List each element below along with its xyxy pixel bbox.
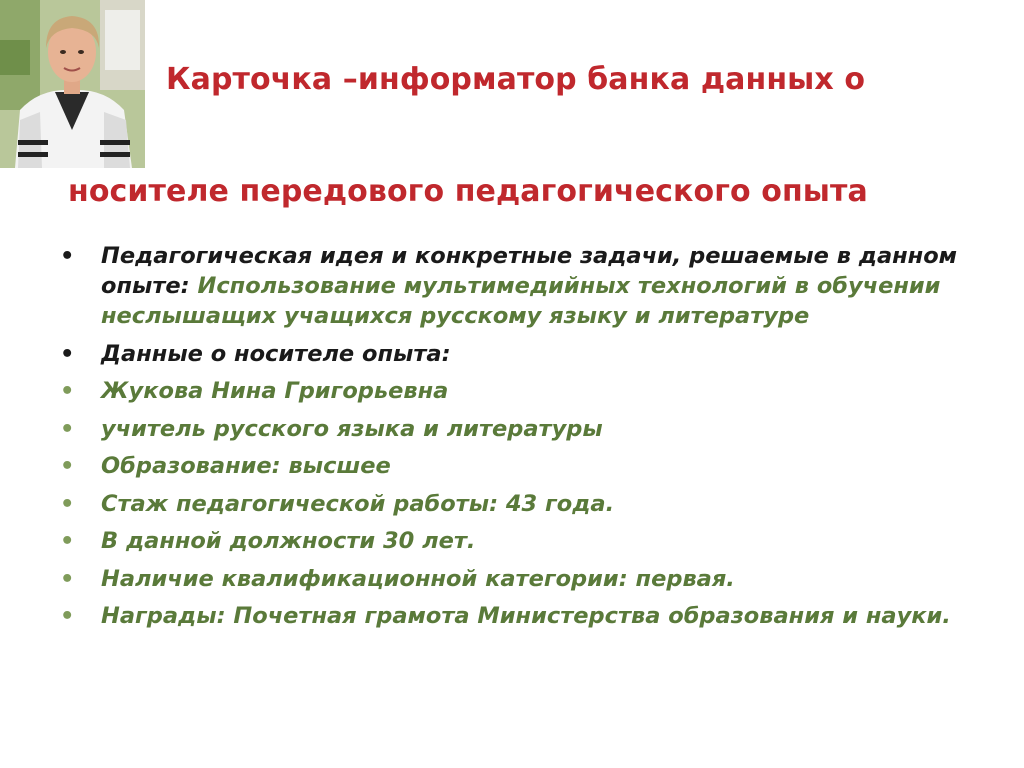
bullet-value: Стаж педагогической работы: 43 года. (101, 490, 615, 517)
list-item (60, 376, 960, 406)
bullet-value: В данной должности 30 лет. (101, 528, 476, 554)
title-line-1: Карточка –информатор банка данных о (166, 62, 866, 97)
bullet-value: Использование мультимедийных технологий в обучении неслышащих учащихся русскому языку и литературе (101, 273, 941, 329)
bullet-label: Педагогическая идея и конкретные задачи, решаемые в данном опыте: (101, 243, 958, 299)
list-item (60, 339, 960, 369)
title-line-2: носителе передового педагогического опыта (68, 174, 868, 209)
portrait-photo (0, 0, 145, 168)
bullet-marker: • (60, 490, 75, 517)
bullet-label: Данные о носителе опыта: (101, 340, 451, 367)
bullet-marker: • (60, 340, 75, 367)
list-item (60, 414, 960, 444)
bullet-marker: • (60, 565, 75, 592)
portrait-image (0, 0, 145, 168)
bullet-marker: • (60, 415, 75, 442)
bullet-marker: • (60, 378, 75, 404)
list-item (60, 526, 960, 556)
bullet-value: Жукова Нина Григорьевна (101, 378, 449, 404)
list-item (60, 241, 960, 331)
bullet-marker: • (60, 603, 75, 629)
bullet-value: Награды: Почетная грамота Министерства образования и науки. (101, 603, 951, 629)
bullet-value: Образование: высшее (101, 453, 391, 479)
list-item (60, 564, 960, 594)
list-item (60, 489, 960, 519)
bullet-marker: • (60, 453, 75, 479)
bullet-marker: • (60, 243, 75, 269)
list-item (60, 451, 960, 481)
bullet-marker: • (60, 528, 75, 554)
bullet-value: учитель русского языка и литературы (101, 415, 603, 442)
list-item (60, 601, 960, 631)
bullet-list (60, 241, 960, 639)
bullet-value: Наличие квалификационной категории: первая. (101, 565, 735, 592)
